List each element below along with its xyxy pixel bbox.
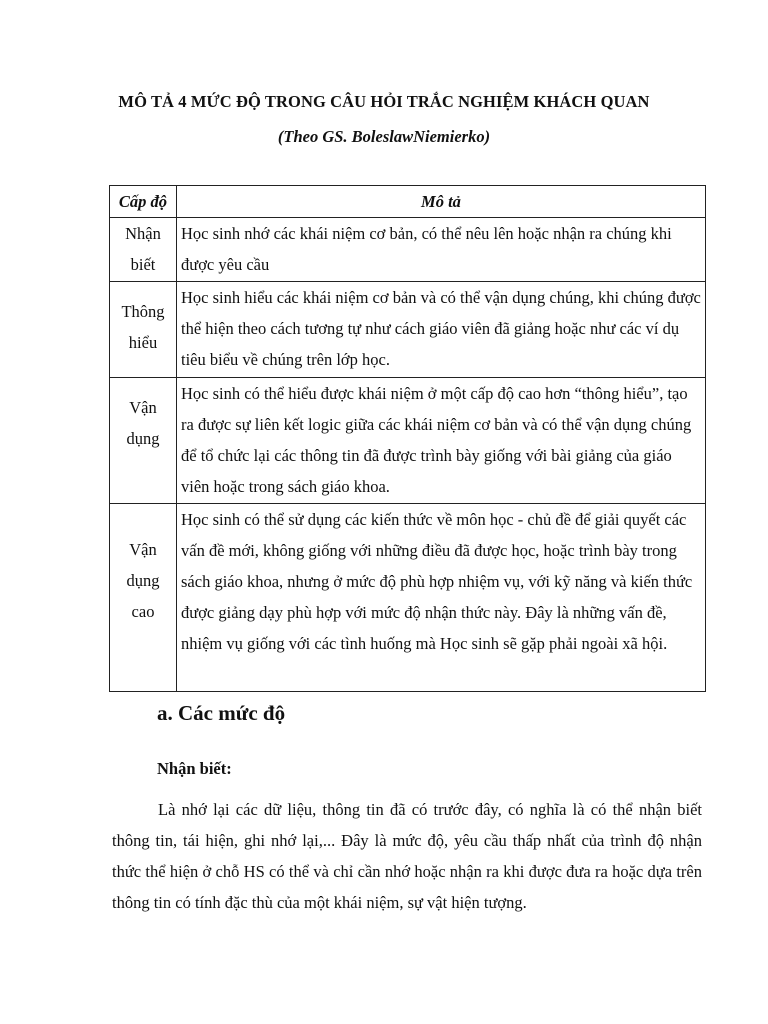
description-cell: Học sinh có thể sử dụng các kiến thức về môn học - chủ đề để giải quyết các vấn đề mới, không giống với những điều đã được học, hoặc trình bày trong sách giáo khoa, nhưng ở mức độ phù hợp nhiệm vụ, với kỹ năng và kiến thức được giảng dạy phù hợp với mức độ nhận thức này. Đây là những vấn đề, nhiệm vụ giống với các tình huống mà Học sinh sẽ gặp phải ngoài xã hội. <box>177 504 706 692</box>
document-title: MÔ TẢ 4 MỨC ĐỘ TRONG CÂU HỎI TRẮC NGHIỆM KHÁCH QUAN <box>118 92 650 111</box>
table-header-row <box>110 186 706 218</box>
header-description: Mô tả <box>177 186 706 218</box>
description-cell: Học sinh có thể hiểu được khái niệm ở một cấp độ cao hơn “thông hiểu”, tạo ra được sự liên kết logic giữa các khái niệm cơ bản và có thể vận dụng chúng để tổ chức lại các thông tin đã được trình bày giống với bài giảng của giáo viên hoặc trong sách giáo khoa. <box>177 378 706 504</box>
section-heading: a. Các mức độ <box>157 701 286 725</box>
level-cell: Vận dụng <box>110 378 177 504</box>
document-subtitle: (Theo GS. BoleslawNiemierko) <box>277 127 491 146</box>
table-row <box>110 504 706 692</box>
description-cell: Học sinh nhớ các khái niệm cơ bản, có thể nêu lên hoặc nhận ra chúng khi được yêu cầu <box>177 218 706 282</box>
description-cell: Học sinh hiểu các khái niệm cơ bản và có thể vận dụng chúng, khi chúng được thể hiện theo cách tương tự như cách giáo viên đã giảng hoặc như các ví dụ tiêu biểu về chúng trên lớp học. <box>177 282 706 378</box>
body-paragraph: Là nhớ lại các dữ liệu, thông tin đã có trước đây, có nghĩa là có thể nhận biết thông tin, tái hiện, ghi nhớ lại,... Đây là mức độ, yêu cầu thấp nhất của trình độ nhận thức thể hiện ở chỗ HS có thể và chỉ cần nhớ hoặc nhận ra khi được đưa ra hoặc dựa trên thông tin có tính đặc thù của một khái niệm, sự vật hiện tượng. <box>112 800 702 912</box>
table-row <box>110 378 706 504</box>
level-cell: Vận dụng cao <box>110 504 177 692</box>
header-level: Cấp độ <box>110 186 177 218</box>
levels-table <box>109 185 706 692</box>
table-row <box>110 282 706 378</box>
subsection-heading: Nhận biết: <box>157 759 232 778</box>
level-cell: Thông hiểu <box>110 282 177 378</box>
table-row <box>110 218 706 282</box>
level-cell: Nhận biết <box>110 218 177 282</box>
